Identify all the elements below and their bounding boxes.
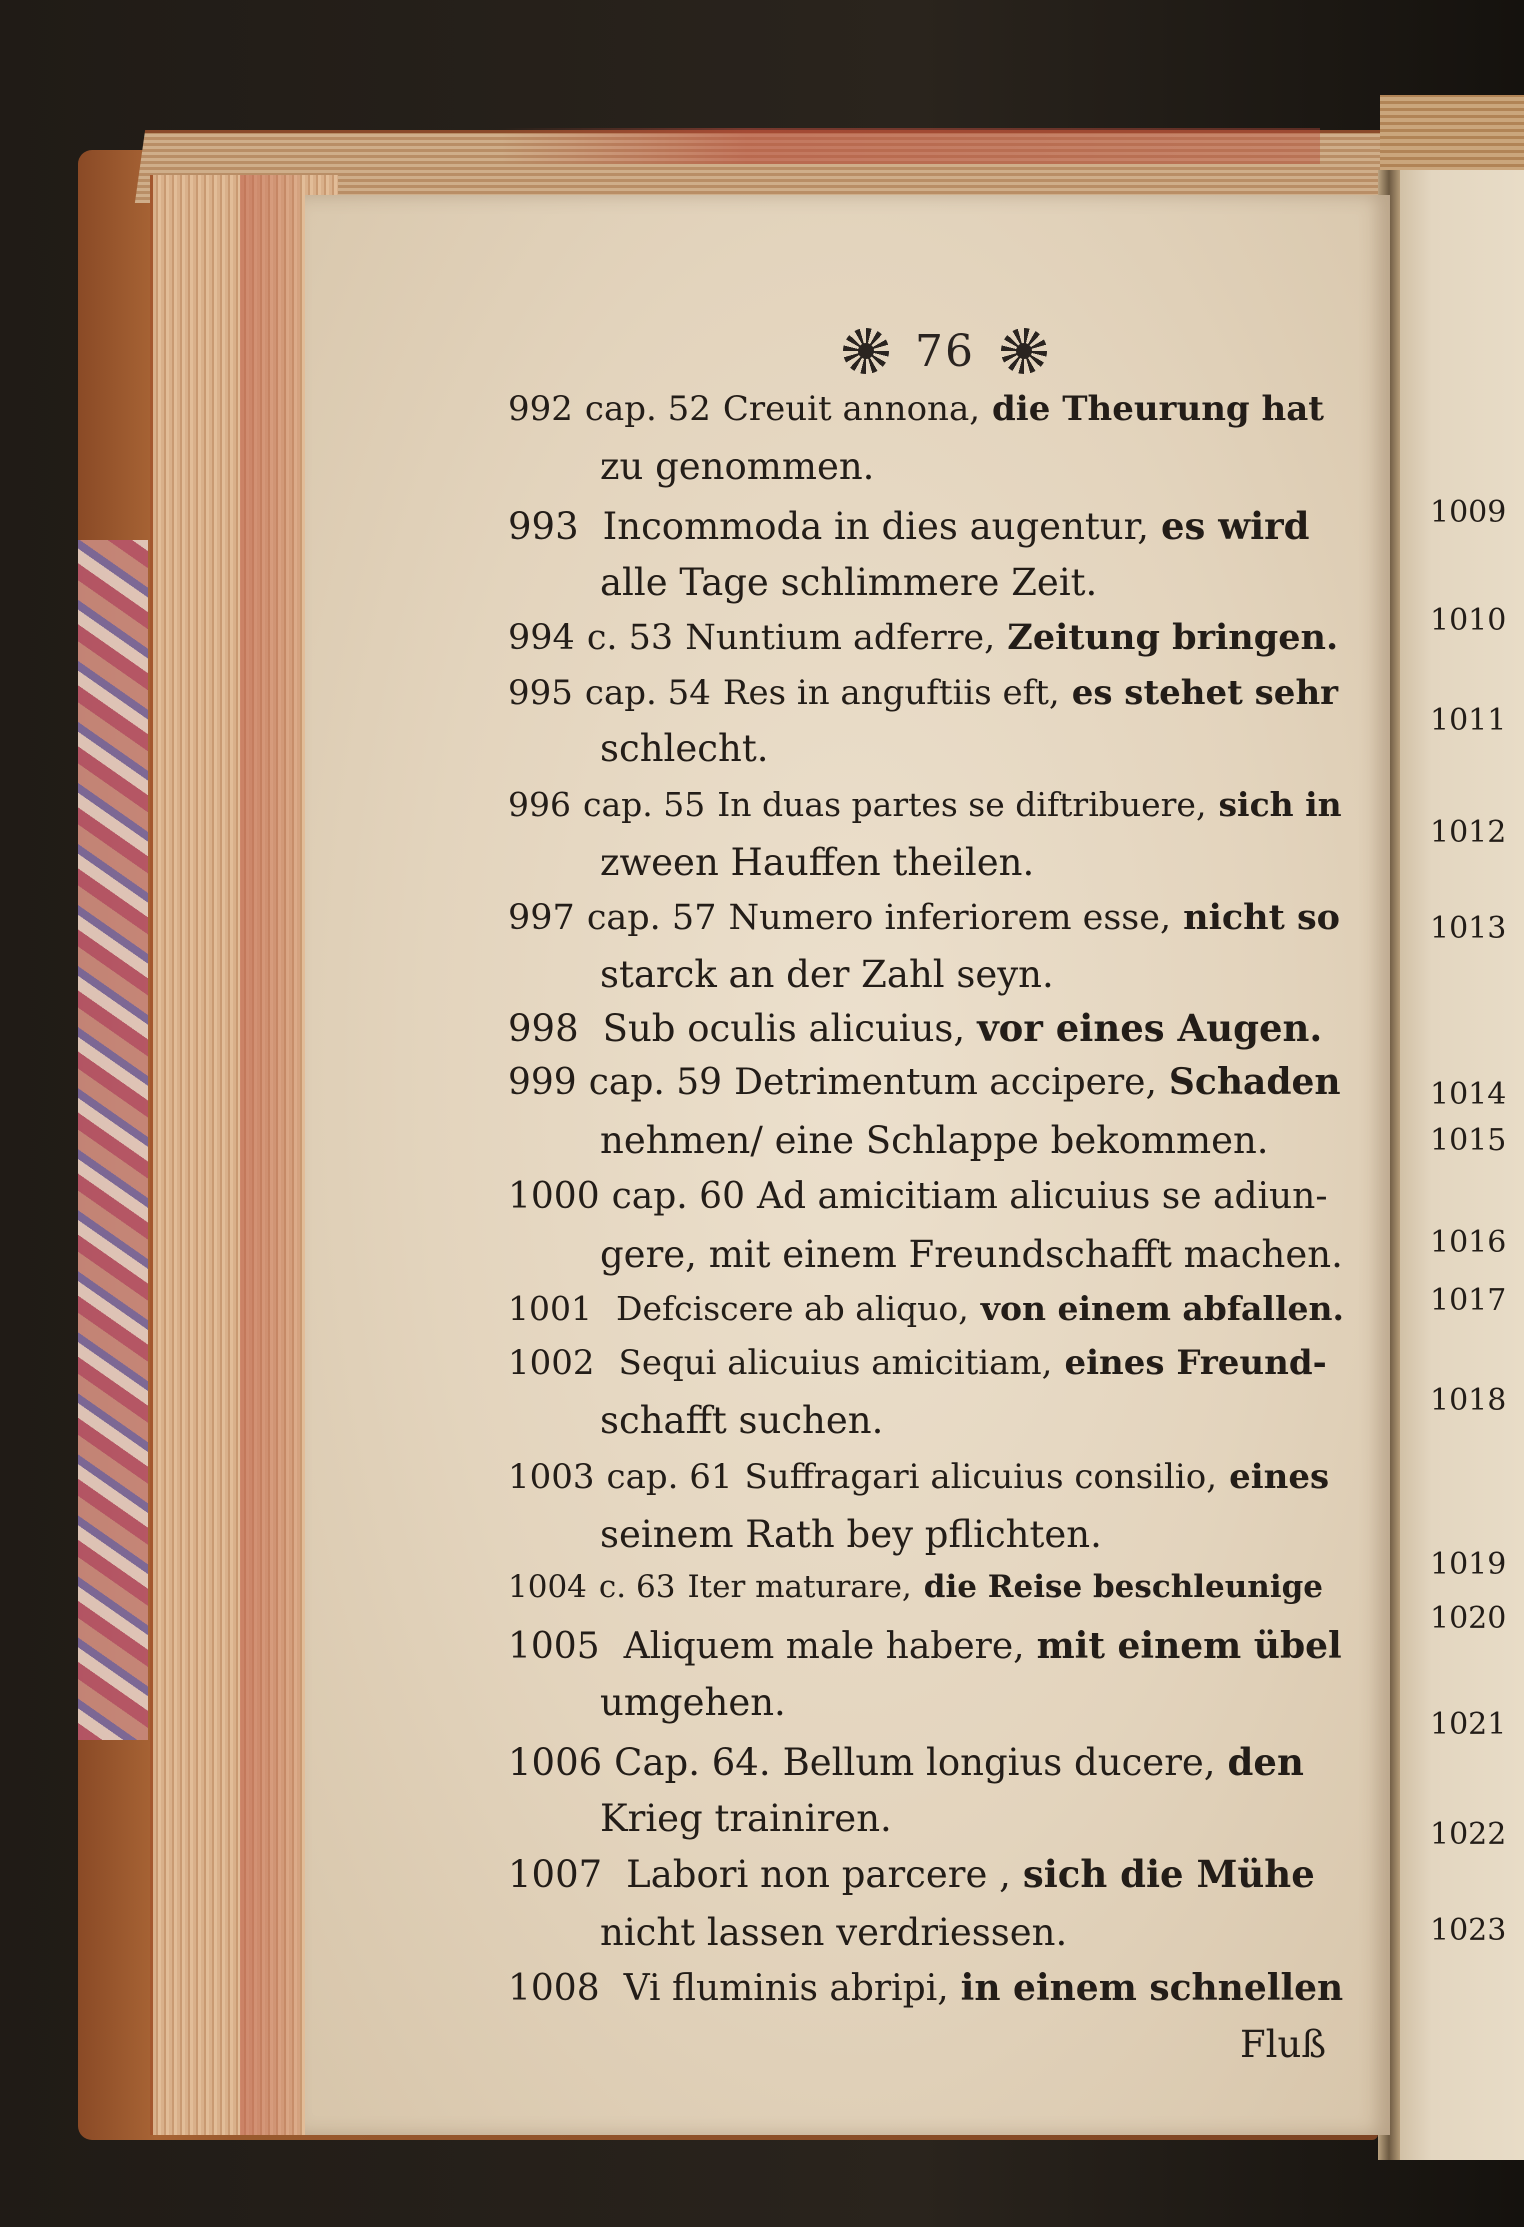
- entry-latin: Sequi alicuius amicitiam,: [618, 1343, 1053, 1383]
- entry-continuation: umgehen.: [600, 1681, 786, 1724]
- entry-latin: Creuit annona,: [722, 389, 981, 429]
- entry-latin: Vi fluminis abripi,: [623, 1968, 949, 2009]
- entry-latin: Nuntium adferre,: [685, 618, 996, 658]
- entry-german: eines: [1229, 1457, 1330, 1497]
- entry-german: in einem schnellen: [960, 1967, 1344, 2009]
- entry-line: [508, 1457, 1341, 1497]
- entry-reference: cap. 55: [583, 785, 706, 824]
- entry-number: 1002: [508, 1343, 595, 1383]
- entry-line: [508, 1740, 1316, 1784]
- entry-number: 997: [508, 898, 575, 938]
- entry-german: Schaden: [1168, 1061, 1341, 1103]
- facing-margin-number: 1016: [1430, 1225, 1507, 1260]
- entry-continuation: nehmen/ eine Schlappe bekommen.: [600, 1119, 1269, 1162]
- entry-number: 996: [508, 785, 571, 824]
- entry-german: den: [1227, 1740, 1304, 1784]
- entry-number: 1003: [508, 1457, 595, 1497]
- entry-german: nicht so: [1183, 897, 1341, 938]
- flower-ornament-icon: [843, 328, 889, 374]
- entry-continuation: seinem Rath bey pflichten.: [600, 1513, 1102, 1556]
- entry-german: die Reise beschleunige: [923, 1569, 1323, 1605]
- entry-line: [508, 1006, 1334, 1050]
- facing-margin-number: 1017: [1430, 1283, 1507, 1318]
- entry-number: 1004: [508, 1569, 587, 1605]
- facing-margin-number: 1022: [1430, 1817, 1507, 1852]
- entry-latin: Iter maturare,: [687, 1569, 912, 1605]
- entry-german: sich die Mühe: [1022, 1852, 1315, 1896]
- entry-continuation: nicht lassen verdriessen.: [600, 1911, 1068, 1954]
- entry-latin: In duas partes se diftribuere,: [717, 785, 1207, 824]
- entry-number: 999: [508, 1062, 577, 1103]
- entry-line: [508, 1625, 1354, 1667]
- entry-line: [508, 1852, 1327, 1896]
- entry-continuation: alle Tage schlimmere Zeit.: [600, 561, 1098, 604]
- facing-margin-number: 1020: [1430, 1601, 1507, 1636]
- red-edge-tint: [500, 128, 1320, 164]
- entry-reference: Cap. 64.: [614, 1741, 771, 1784]
- entry-continuation: zu genommen.: [600, 445, 875, 488]
- facing-margin-number: 1021: [1430, 1707, 1507, 1742]
- entry-latin: Sub oculis alicuius,: [602, 1007, 966, 1050]
- entry-latin: Labori non parcere ,: [626, 1853, 1011, 1896]
- entry-reference: c. 53: [586, 618, 674, 658]
- entry-number: 993: [508, 505, 579, 548]
- entry-latin: Detrimentum accipere,: [734, 1062, 1157, 1103]
- entry-german: es stehet sehr: [1071, 673, 1339, 713]
- entry-number: 1001: [508, 1289, 592, 1328]
- entry-latin: Aliquem male habere,: [623, 1626, 1025, 1667]
- entry-german: sich in: [1218, 785, 1342, 824]
- facing-margin-number: 1009: [1430, 495, 1507, 530]
- entry-line: [508, 1343, 1339, 1383]
- facing-margin-number: 1011: [1430, 703, 1507, 738]
- entry-line: [508, 1569, 1335, 1605]
- entry-continuation: Fluß: [1240, 2023, 1327, 2066]
- marbled-endpaper: [78, 540, 148, 1740]
- facing-margin-number: 1019: [1430, 1547, 1507, 1582]
- entry-number: 1005: [508, 1626, 600, 1667]
- entry-line: [508, 1967, 1355, 2009]
- entry-latin: Ad amicitiam alicuius se adiun-: [757, 1176, 1328, 1217]
- page-header: [815, 316, 1075, 386]
- entry-line: [508, 1289, 1356, 1328]
- entry-latin: Suffragari alicuius consilio,: [744, 1457, 1218, 1497]
- entry-german: eines Freund-: [1064, 1343, 1327, 1383]
- entry-number: 998: [508, 1007, 579, 1050]
- entry-number: 1008: [508, 1968, 600, 2009]
- entry-latin: Incommoda in dies augentur,: [602, 505, 1149, 548]
- entry-german: Zeitung bringen.: [1007, 617, 1339, 658]
- entry-number: 1006: [508, 1741, 603, 1784]
- entry-line: [508, 785, 1354, 824]
- facing-margin-number: 1023: [1430, 1913, 1507, 1948]
- entry-reference: cap. 59: [588, 1062, 723, 1103]
- entry-line: [508, 1061, 1353, 1103]
- entry-line: [508, 1178, 1352, 1215]
- entry-latin: Res in anguftiis eft,: [722, 673, 1060, 713]
- entry-german: die Theurung hat: [992, 389, 1324, 429]
- entry-latin: Defciscere ab aliquo,: [615, 1289, 969, 1328]
- entry-reference: cap. 52: [584, 389, 711, 429]
- entry-german: es wird: [1161, 504, 1310, 548]
- entry-number: 992: [508, 389, 573, 429]
- facing-margin-number: 1013: [1430, 911, 1507, 946]
- entry-number: 1000: [508, 1176, 600, 1217]
- facing-margin-number: 1018: [1430, 1383, 1507, 1418]
- entry-latin: Bellum longius ducere,: [782, 1741, 1216, 1784]
- entry-continuation: schlecht.: [600, 727, 769, 770]
- entry-continuation: schafft suchen.: [600, 1399, 884, 1442]
- entry-reference: cap. 60: [611, 1176, 745, 1217]
- facing-margin-number: 1015: [1430, 1123, 1507, 1158]
- entry-continuation: Krieg trainiren.: [600, 1797, 892, 1840]
- entry-line: [508, 897, 1352, 938]
- entry-reference: cap. 57: [586, 898, 717, 938]
- entry-continuation: zween Hauffen theilen.: [600, 841, 1035, 884]
- entry-latin: Numero inferiorem esse,: [728, 898, 1172, 938]
- entry-number: 995: [508, 673, 573, 713]
- entry-german: mit einem übel: [1036, 1625, 1342, 1667]
- entry-continuation: starck an der Zahl seyn.: [600, 953, 1054, 996]
- entry-number: 1007: [508, 1853, 603, 1896]
- entry-line: [508, 673, 1350, 713]
- entry-reference: c. 63: [598, 1569, 676, 1605]
- entry-line: [508, 389, 1336, 429]
- entry-german: von einem abfallen.: [980, 1289, 1344, 1328]
- facing-margin-number: 1014: [1430, 1077, 1507, 1112]
- entry-line: [508, 504, 1322, 548]
- entry-german: vor eines Augen.: [977, 1006, 1323, 1050]
- red-side-tint: [240, 175, 300, 2135]
- facing-margin-number: 1010: [1430, 603, 1507, 638]
- entry-number: 994: [508, 618, 575, 658]
- flower-ornament-icon: [1001, 328, 1047, 374]
- entry-reference: cap. 61: [606, 1457, 733, 1497]
- entry-line: [508, 617, 1350, 658]
- facing-page: [1392, 170, 1524, 2160]
- entry-continuation: gere, mit einem Freundschafft machen.: [600, 1233, 1343, 1276]
- facing-margin-number: 1012: [1430, 815, 1507, 850]
- entry-reference: cap. 54: [584, 673, 711, 713]
- page-number: 76: [915, 325, 975, 377]
